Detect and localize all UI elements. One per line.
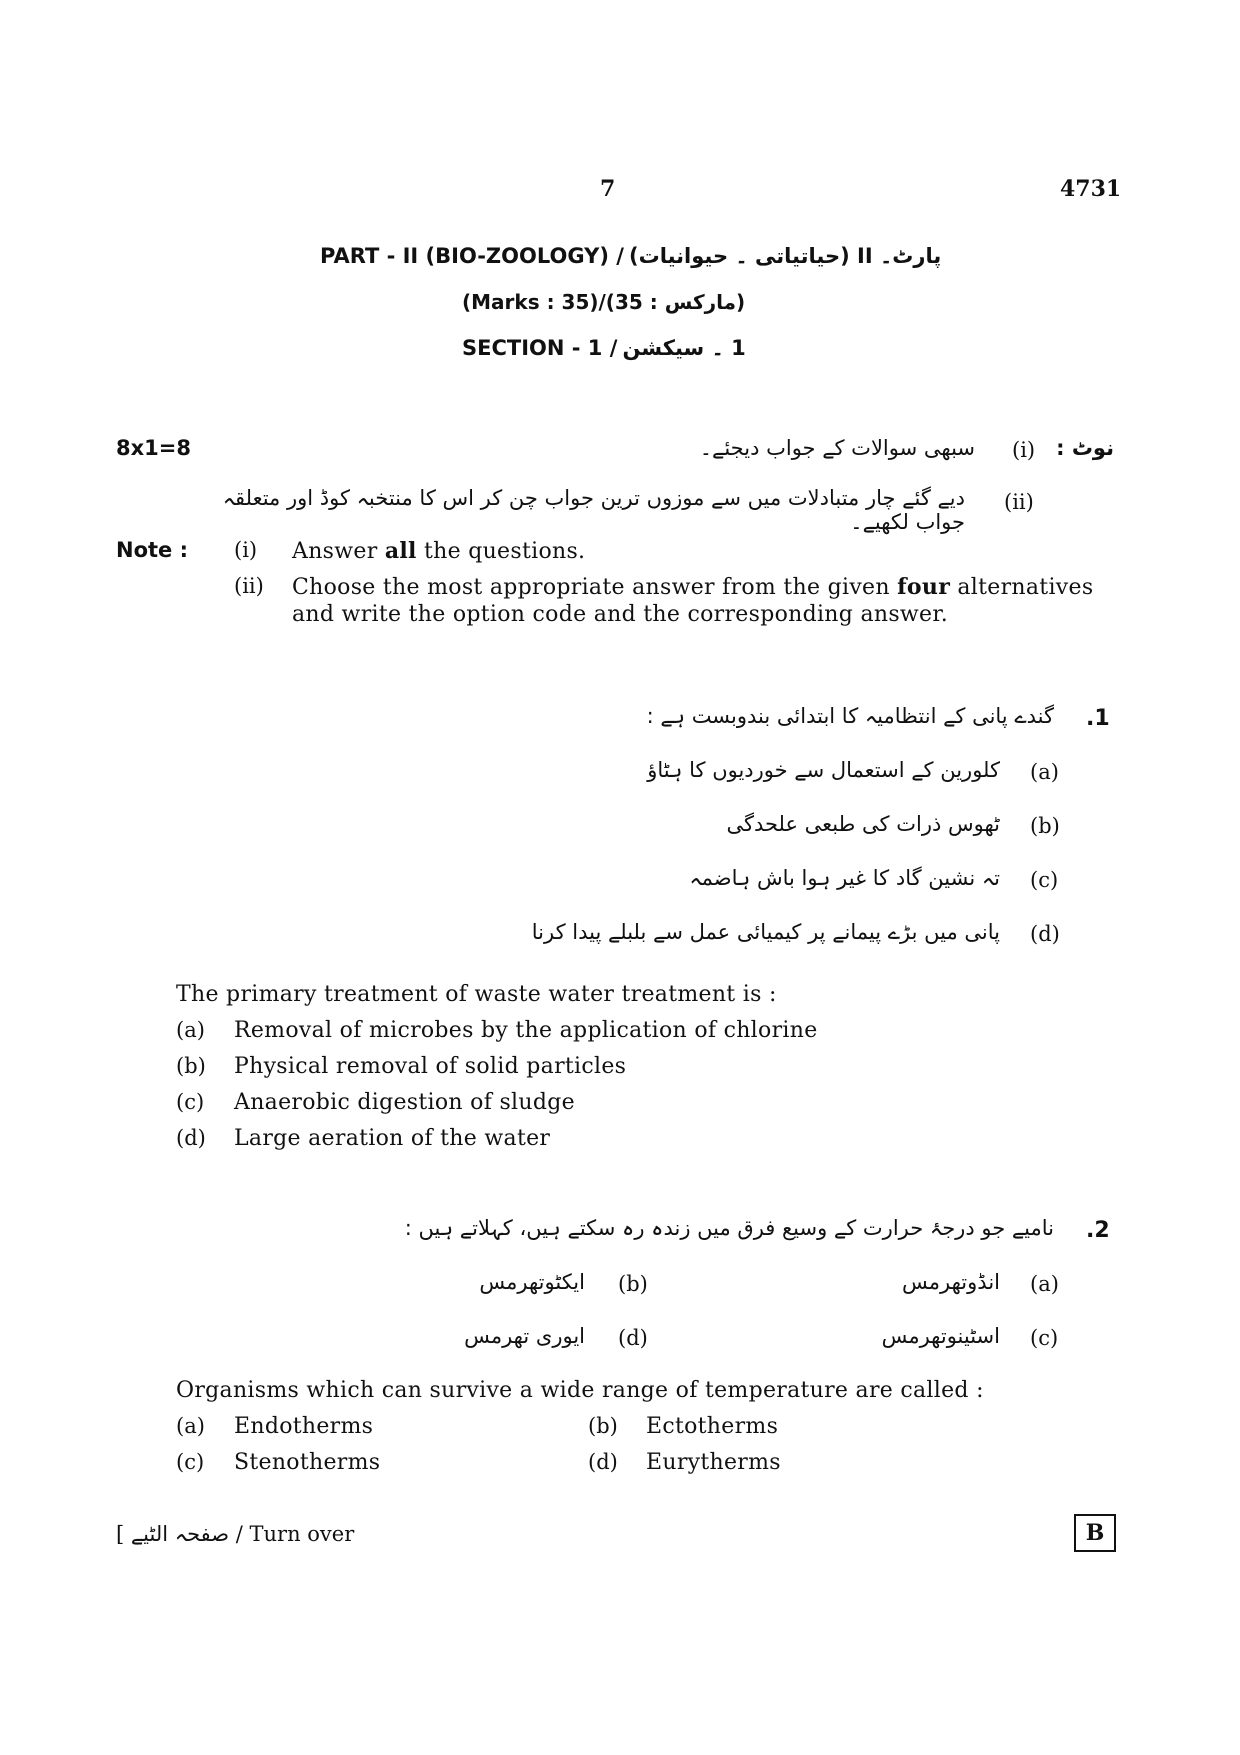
q2-urdu-question: نامیے جو درجۂ حرارت کے وسیع فرق میں زندہ رہ سکتے ہیں، کہلاتے ہیں : — [404, 1216, 1054, 1240]
q2-en-option-d: Eurytherms — [646, 1450, 781, 1475]
section-title-ur: 1 ۔ سیکشن — [622, 336, 746, 360]
q1-ur-option-label-a: (a) — [1030, 760, 1059, 784]
q2-en-option-b: Ectotherms — [646, 1414, 779, 1439]
q2-english-question: Organisms which can survive a wide range of temperature are called : — [176, 1378, 984, 1403]
q1-en-option-label-a: (a) — [176, 1018, 205, 1042]
note-en-label: Note : — [116, 538, 188, 562]
note-ur-num-1: (i) — [1012, 438, 1036, 462]
q1-en-option-label-c: (c) — [176, 1090, 205, 1114]
q2-ur-option-c: اسٹینوتھرمس — [881, 1324, 1000, 1348]
q1-urdu-question: گندے پانی کے انتظامیہ کا ابتدائی بندوبست ہے : — [646, 704, 1054, 728]
q1-ur-option-c: تہ نشین گاد کا غیر ہوا باش ہاضمہ — [689, 866, 1000, 890]
page-number: 7 — [600, 176, 616, 202]
q2-en-option-label-d: (d) — [588, 1450, 618, 1474]
note-en-num-1: (i) — [234, 538, 258, 562]
note-en-text-2-line2: and write the option code and the corresponding answer. — [292, 602, 949, 627]
q1-ur-option-label-c: (c) — [1030, 868, 1059, 892]
q1-en-option-label-b: (b) — [176, 1054, 206, 1078]
turn-over-text: [ صفحہ الٹیے / Turn over — [116, 1522, 355, 1546]
q2-ur-option-label-b: (b) — [618, 1272, 648, 1296]
part-title — [320, 244, 942, 268]
marks-line: (Marks : 35)/(35 : مارکس) — [462, 290, 746, 314]
q2-en-option-c: Stenotherms — [234, 1450, 381, 1475]
booklet-code-box: B — [1074, 1514, 1116, 1552]
q2-en-option-label-b: (b) — [588, 1414, 618, 1438]
note-en-text-2: Choose the most appropriate answer from the given four alternatives — [292, 574, 1094, 600]
q2-ur-option-d: ایوری تھرمس — [464, 1324, 585, 1348]
q1-en-option-d: Large aeration of the water — [234, 1126, 551, 1151]
q2-ur-option-label-d: (d) — [618, 1326, 648, 1350]
q2-en-option-label-a: (a) — [176, 1414, 205, 1438]
q2-ur-option-label-c: (c) — [1030, 1326, 1059, 1350]
q2-en-option-a: Endotherms — [234, 1414, 374, 1439]
q1-ur-option-label-d: (d) — [1030, 922, 1060, 946]
section-title — [462, 336, 746, 360]
marks-formula: 8x1=8 — [116, 436, 191, 460]
q1-en-option-a: Removal of microbes by the application of chlorine — [234, 1018, 818, 1043]
q1-number: .1 — [1086, 706, 1110, 731]
section-title-en: SECTION - 1 / — [462, 336, 618, 360]
q1-en-option-b: Physical removal of solid particles — [234, 1054, 627, 1079]
paper-code: 4731 — [1060, 176, 1122, 202]
q2-number: .2 — [1086, 1218, 1110, 1243]
note-ur-text-1: سبھی سوالات کے جواب دیجئے۔ — [699, 436, 975, 460]
q2-ur-option-a: انڈوتھرمس — [902, 1270, 1000, 1294]
part-title-ur: پارٹ۔ II (حیاتیاتی ۔ حیوانیات) — [629, 244, 942, 268]
q1-english-question: The primary treatment of waste water treatment is : — [176, 982, 777, 1007]
q1-ur-option-b: ٹھوس ذرات کی طبعی علحدگی — [726, 812, 1000, 836]
q1-ur-option-label-b: (b) — [1030, 814, 1060, 838]
q1-ur-option-a: کلورین کے استعمال سے خوردیوں کا ہٹاؤ — [647, 758, 1000, 782]
q1-en-option-c: Anaerobic digestion of sludge — [234, 1090, 575, 1115]
note-ur-label: نوٹ : — [1056, 436, 1114, 460]
note-en-num-2: (ii) — [234, 574, 264, 598]
part-title-en: PART - II (BIO-ZOOLOGY) / — [320, 244, 624, 268]
q1-ur-option-d: پانی میں بڑے پیمانے پر کیمیائی عمل سے بلبلے پیدا کرنا — [531, 920, 1000, 944]
q2-ur-option-label-a: (a) — [1030, 1272, 1059, 1296]
q2-en-option-label-c: (c) — [176, 1450, 205, 1474]
q2-ur-option-b: ایکٹوتھرمس — [479, 1270, 585, 1294]
note-ur-text-2: دیے گئے چار متبادلات میں سے موزوں ترین جواب چن کر اس کا منتخبہ کوڈ اور متعلقہ جواب لکھیے۔ — [222, 486, 965, 534]
q1-en-option-label-d: (d) — [176, 1126, 206, 1150]
note-ur-num-2: (ii) — [1004, 490, 1034, 514]
note-en-text-1: Answer all the questions. — [292, 538, 586, 564]
